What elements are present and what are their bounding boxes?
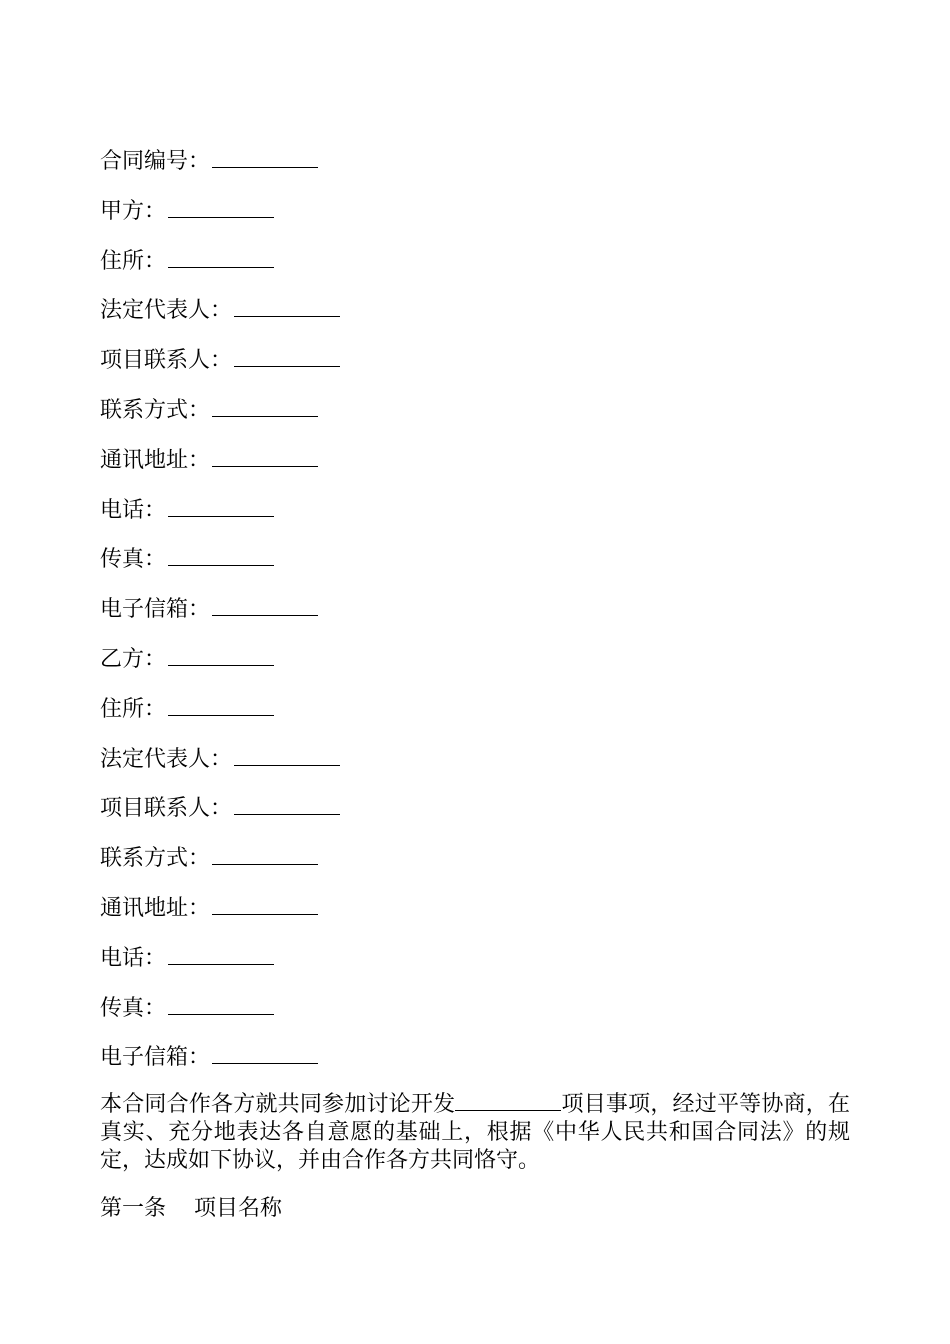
field-label: 联系方式： <box>100 397 211 423</box>
field-label: 法定代表人： <box>100 298 233 324</box>
field-line <box>100 344 855 374</box>
field-label: 法定代表人： <box>100 746 233 772</box>
field-blank[interactable] <box>168 643 274 666</box>
field-line <box>100 693 855 723</box>
field-label: 住所： <box>100 248 167 274</box>
field-line <box>100 593 855 623</box>
field-blank[interactable] <box>168 942 274 965</box>
field-blank[interactable] <box>168 693 274 716</box>
field-line <box>100 892 855 922</box>
field-line <box>100 543 855 573</box>
field-label: 电子信箱： <box>100 597 211 623</box>
article-title: 项目名称 <box>194 1196 283 1222</box>
field-line <box>100 494 855 524</box>
field-blank[interactable] <box>212 1041 318 1064</box>
field-blank[interactable] <box>168 195 274 218</box>
intro-text-before: 本合同合作各方就共同参加讨论开发 <box>100 1092 456 1118</box>
field-line <box>100 294 855 324</box>
field-blank[interactable] <box>212 593 318 616</box>
field-label: 通讯地址： <box>100 895 211 921</box>
field-label: 住所： <box>100 696 167 722</box>
field-blank[interactable] <box>168 494 274 517</box>
field-label: 传真： <box>100 547 167 573</box>
field-blank[interactable] <box>212 394 318 417</box>
field-label: 合同编号： <box>100 149 211 174</box>
field-line <box>100 444 855 474</box>
field-label: 传真： <box>100 995 167 1021</box>
field-label: 通讯地址： <box>100 447 211 473</box>
field-line <box>100 245 855 275</box>
field-line <box>100 195 855 225</box>
party-info-fields <box>100 145 855 1071</box>
field-line <box>100 792 855 822</box>
article-number: 第一条 <box>100 1196 167 1222</box>
intro-paragraph <box>100 1091 850 1175</box>
field-blank[interactable] <box>212 444 318 467</box>
field-line <box>100 942 855 972</box>
field-line <box>100 992 855 1022</box>
field-line <box>100 842 855 872</box>
field-blank[interactable] <box>212 842 318 865</box>
field-label: 甲方： <box>100 198 167 224</box>
field-label: 项目联系人： <box>100 796 233 822</box>
field-blank[interactable] <box>234 792 340 815</box>
intro-text-after: 项目事项，经过平等协商，在真实、充分地表达各自意愿的基础上，根据《中华人民共和国合同法》的规定，达成如下协议，并由合作各方共同恪守。 <box>100 1092 850 1174</box>
field-blank[interactable] <box>234 743 340 766</box>
field-blank[interactable] <box>168 543 274 566</box>
field-blank[interactable] <box>168 245 274 268</box>
field-label: 乙方： <box>100 646 167 672</box>
field-line <box>100 394 855 424</box>
field-label: 电话： <box>100 497 167 523</box>
field-label: 电子信箱： <box>100 1045 211 1071</box>
field-line <box>100 643 855 673</box>
field-label: 电话： <box>100 945 167 971</box>
field-line <box>100 145 855 175</box>
field-blank[interactable] <box>168 992 274 1015</box>
field-blank[interactable] <box>212 145 318 168</box>
field-line <box>100 1041 855 1071</box>
field-line <box>100 743 855 773</box>
field-blank[interactable] <box>234 344 340 367</box>
article-heading <box>100 1194 855 1224</box>
field-blank[interactable] <box>234 294 340 317</box>
field-blank[interactable] <box>212 892 318 915</box>
field-label: 联系方式： <box>100 846 211 872</box>
project-name-blank[interactable] <box>455 1092 561 1111</box>
contract-page <box>100 145 855 1224</box>
field-label: 项目联系人： <box>100 348 233 374</box>
